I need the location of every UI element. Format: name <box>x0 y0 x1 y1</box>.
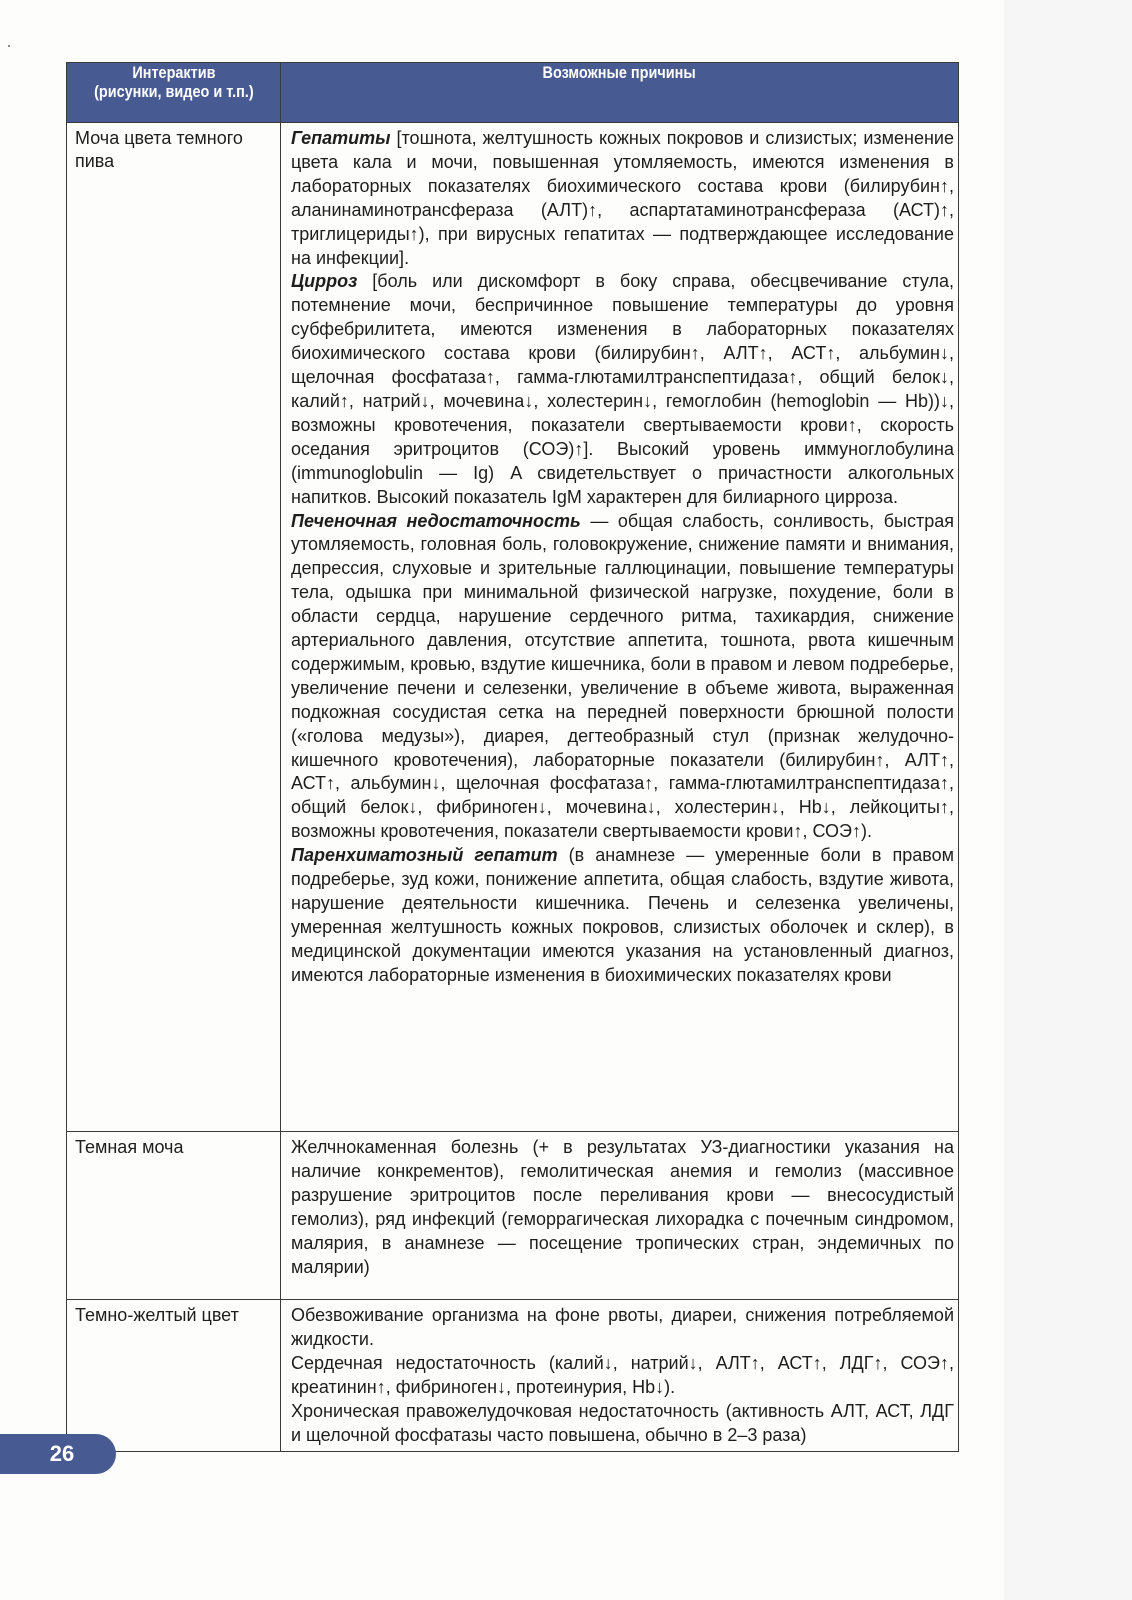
symptom-cell: Моча цвета темного пива <box>67 123 281 1132</box>
causes-cell <box>281 123 959 1132</box>
cause-paragraph: Желчнокаменная болезнь (+ в результатах УЗ-диагностики указания на наличие конкрементов), гемолитическая анемия и гемолиз (массивное разрушение эритроцитов после переливания крови — внесосудистый гемолиз), ряд инфекций (геморрагическая лихорадка с почечным синдромом, малярия, в анамнезе — посещение тропических стран, эндемичных по малярии) <box>291 1137 954 1277</box>
condition-text: — общая слабость, сонливость, быстрая утомляемость, головная боль, головокружение, снижение памяти и внимания, депрессия, слуховые и зрительные галлюцинации, повышение температуры тела, одышка при минимальной физической нагрузке, похудение, боли в области сердца, нарушение сердечного ритма, тахикардия, снижение артериального давления, отсутствие аппетита, тошнота, рвота кишечным содержимым, кровью, вздутие кишечника, боли в правом и левом подреберье, увеличение печени и селезенки, увеличение в объеме живота, выраженная подкожная сосудистая сетка на передней поверхности брюшной полости («голова медузы»), диарея, дегтеобразный стул (признак желудочно-кишечного кровотечения), лабораторные показатели (билирубин↑, АЛТ↑, АСТ↑, альбумин↓, щелочная фосфатаза↑, гамма-глютамилтранспептидаза↑, общий белок↓, фибриноген↓, мочевина↓, холестерин↓, Hb↓, лейкоциты↑, возможны кровотечения, показатели свертываемости крови↑, СОЭ↑). <box>291 510 954 842</box>
condition-liver-failure <box>291 510 954 845</box>
cause-paragraph: Обезвоживание организма на фоне рвоты, диареи, снижения потребляемой жидкости. <box>291 1305 954 1349</box>
condition-name: Цирроз <box>291 271 358 292</box>
condition-name: Печеночная недостаточность <box>291 510 581 531</box>
scan-speck <box>8 45 10 47</box>
header-interactive <box>67 63 281 123</box>
table-header-row <box>67 63 959 123</box>
condition-parenchymal-hepatitis <box>291 844 954 987</box>
causes-cell <box>281 1132 959 1300</box>
header-possible-causes-label: Возможные причины <box>542 63 697 82</box>
page-number: 26 <box>49 1441 75 1466</box>
symptom-cell: Темная моча <box>67 1132 281 1300</box>
page-number-badge <box>0 1434 116 1474</box>
table-row <box>67 1300 959 1452</box>
causes-table <box>66 62 959 1452</box>
header-interactive-line2: (рисунки, видео и т.п.) <box>93 82 254 101</box>
header-interactive-line1: Интерактив <box>131 63 216 82</box>
condition-name: Гепатиты <box>291 128 391 148</box>
table-row <box>67 1132 959 1300</box>
header-possible-causes <box>281 63 959 123</box>
symptom-cell: Темно-желтый цвет <box>67 1300 281 1452</box>
table-row <box>67 123 959 1132</box>
cause-paragraph: Сердечная недостаточность (калий↓, натрий↓, АЛТ↑, АСТ↑, ЛДГ↑, СОЭ↑, креатинин↑, фибриноген↓, протеинурия, Hb↓). <box>291 1352 954 1397</box>
condition-hepatitis <box>291 127 954 270</box>
condition-text: (в анамнезе — умеренные боли в правом подреберье, зуд кожи, понижение аппетита, общая слабость, вздутие живота, нарушение деятельности кишечника. Печень и селезенка увеличены, умеренная желтушность кожных покровов, слизистых оболочек и склер), в медицинской документации имеются указания на установленный диагноз, имеются лабораторные изменения в биохимических показателях крови <box>291 845 954 985</box>
condition-cirrhosis <box>291 270 954 509</box>
condition-name: Паренхиматозный гепатит <box>291 845 558 866</box>
condition-text: [тошнота, желтушность кожных покровов и слизистых; изменение цвета кала и мочи, повышенная утомляемость, имеются изменения в лабораторных показателях биохимического состава крови (билирубин↑, аланинаминотрансфераза (АЛТ)↑, аспартатаминотрансфераза (АСТ)↑, триглицериды↑), при вирусных гепатитах — подтверждающее исследование на инфекции]. <box>291 128 954 268</box>
causes-cell <box>281 1300 959 1452</box>
cause-paragraph: Хроническая правожелудочковая недостаточность (активность АЛТ, АСТ, ЛДГ и щелочной фосфатазы часто повышена, обычно в 2–3 раза) <box>291 1400 954 1445</box>
condition-text: [боль или дискомфорт в боку справа, обесцвечивание стула, потемнение мочи, беспричинное повышение температуры до уровня субфебрилитета, имеются изменения в лабораторных показателях биохимического состава крови (билирубин↑, АЛТ↑, АСТ↑, альбумин↓, щелочная фосфатаза↑, гамма-глютамилтранспептидаза↑, общий белок↓, калий↑, натрий↓, мочевина↓, холестерин↓, гемоглобин (hemoglobin — Hb))↓, возможны кровотечения, показатели свертываемости крови↑, скорость оседания эритроцитов (СОЭ)↑]. Высокий уровень иммуноглобулина (immunoglobulin — Ig) A свидетельствует о причастности алкогольных напитков. Высокий показатель IgM характерен для билиарного цирроза. <box>291 271 954 507</box>
